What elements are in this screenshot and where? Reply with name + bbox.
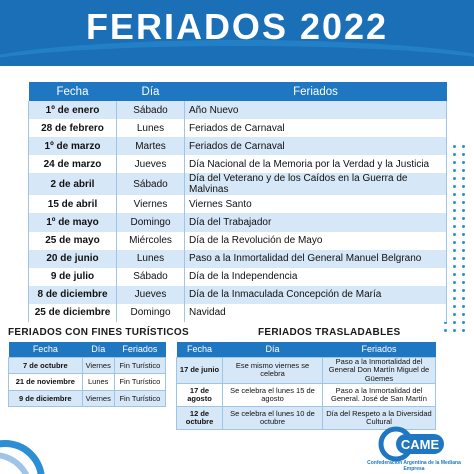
cell-dia: Sábado — [117, 101, 185, 119]
table-row — [29, 155, 447, 173]
table-row — [29, 232, 447, 250]
cell-fecha: 21 de noviembre — [9, 374, 83, 391]
column-header-dia: Día — [223, 342, 323, 357]
cell-fecha: 1º de enero — [29, 101, 117, 119]
table-row — [29, 195, 447, 213]
cell-dia: Sábado — [117, 268, 185, 286]
table-row — [29, 250, 447, 268]
table-row — [9, 357, 166, 374]
cell-dia: Se celebra el lunes 15 de agosto — [223, 384, 323, 407]
cell-dia: Viernes — [82, 390, 114, 407]
table-row — [29, 213, 447, 231]
cell-fecha: 8 de diciembre — [29, 286, 117, 304]
table-row — [29, 101, 447, 119]
table-row — [177, 384, 436, 407]
column-header-feriados: Feriados — [185, 82, 447, 101]
cell-fecha: 17 de agosto — [177, 384, 223, 407]
column-header-dia: Día — [82, 342, 114, 357]
cell-feriado: Fin Turístico — [114, 390, 165, 407]
cell-dia: Ese mismo viernes se celebra — [223, 357, 323, 384]
circle-decoration — [0, 440, 45, 474]
column-header-fecha: Fecha — [29, 82, 117, 101]
logo-caption: Confederación Argentina de la Mediana Empresa — [367, 460, 461, 472]
cell-fecha: 25 de mayo — [29, 232, 117, 250]
cell-dia: Miércoles — [117, 232, 185, 250]
cell-feriado: Día de la Inmaculada Concepción de María — [185, 286, 447, 304]
cell-feriado: Fin Turístico — [114, 374, 165, 391]
turisticos-table — [8, 342, 166, 407]
table-row — [29, 173, 447, 195]
dots-decoration-right — [444, 145, 466, 332]
holidays-table-header — [29, 82, 447, 101]
trasladables-table-header — [177, 342, 436, 357]
cell-dia: Domingo — [117, 213, 185, 231]
cell-feriado: Paso a la Inmortalidad del General Don Martín Miguel de Güemes — [323, 357, 436, 384]
cell-feriado: Paso a la Inmortalidad del General. José de San Martín — [323, 384, 436, 407]
table-row — [9, 374, 166, 391]
cell-dia: Jueves — [117, 155, 185, 173]
cell-dia: Jueves — [117, 286, 185, 304]
cell-dia: Lunes — [117, 119, 185, 137]
cell-fecha: 7 de octubre — [9, 357, 83, 374]
table-row — [29, 268, 447, 286]
cell-dia: Domingo — [117, 304, 185, 322]
cell-feriado: Paso a la Inmortalidad del General Manuel Belgrano — [185, 250, 447, 268]
logo-mark-text: CAME — [400, 437, 440, 452]
cell-fecha: 25 de diciembre — [29, 304, 117, 322]
cell-dia: Lunes — [117, 250, 185, 268]
table-row — [29, 119, 447, 137]
turisticos-title: FERIADOS CON FINES TURÍSTICOS — [8, 327, 189, 338]
column-header-fecha: Fecha — [177, 342, 223, 357]
cell-dia: Martes — [117, 137, 185, 155]
header-banner — [0, 0, 474, 66]
column-header-feriados: Feriados — [114, 342, 165, 357]
cell-fecha: 17 de junio — [177, 357, 223, 384]
cell-dia: Lunes — [82, 374, 114, 391]
cell-fecha: 2 de abril — [29, 173, 117, 195]
table-row — [29, 286, 447, 304]
came-logo-icon — [378, 424, 448, 464]
cell-feriado: Día del Trabajador — [185, 213, 447, 231]
cell-dia: Viernes — [117, 195, 185, 213]
trasladables-table — [176, 342, 436, 430]
cell-fecha: 9 de diciembre — [9, 390, 83, 407]
cell-feriado: Día del Veterano y de los Caídos en la Guerra de Malvinas — [185, 173, 447, 195]
column-header-dia: Día — [117, 82, 185, 101]
cell-feriado: Día de la Revolución de Mayo — [185, 232, 447, 250]
cell-fecha: 28 de febrero — [29, 119, 117, 137]
cell-dia: Sábado — [117, 173, 185, 195]
cell-fecha: 15 de abril — [29, 195, 117, 213]
page-title: FERIADOS 2022 — [85, 6, 389, 47]
column-header-fecha: Fecha — [9, 342, 83, 357]
cell-dia: Se celebra el lunes 10 de octubre — [223, 407, 323, 430]
cell-fecha: 12 de octubre — [177, 407, 223, 430]
trasladables-title: FERIADOS TRASLADABLES — [258, 327, 401, 338]
cell-fecha: 9 de julio — [29, 268, 117, 286]
cell-feriado: Fin Turístico — [114, 357, 165, 374]
cell-fecha: 24 de marzo — [29, 155, 117, 173]
table-row — [29, 137, 447, 155]
column-header-feriados: Feriados — [323, 342, 436, 357]
cell-feriado: Feriados de Carnaval — [185, 137, 447, 155]
holidays-table — [28, 82, 447, 322]
cell-feriado: Día del Respeto a la Diversidad Cultural — [323, 407, 436, 430]
cell-feriado: Navidad — [185, 304, 447, 322]
table-row — [9, 390, 166, 407]
table-row — [29, 304, 447, 322]
turisticos-table-header — [9, 342, 166, 357]
cell-feriado: Día Nacional de la Memoria por la Verdad y la Justicia — [185, 155, 447, 173]
cell-dia: Viernes — [82, 357, 114, 374]
cell-fecha: 1º de marzo — [29, 137, 117, 155]
cell-feriado: Viernes Santo — [185, 195, 447, 213]
table-row — [177, 357, 436, 384]
cell-feriado: Feriados de Carnaval — [185, 119, 447, 137]
cell-fecha: 20 de junio — [29, 250, 117, 268]
cell-feriado: Día de la Independencia — [185, 268, 447, 286]
cell-feriado: Año Nuevo — [185, 101, 447, 119]
cell-fecha: 1º de mayo — [29, 213, 117, 231]
